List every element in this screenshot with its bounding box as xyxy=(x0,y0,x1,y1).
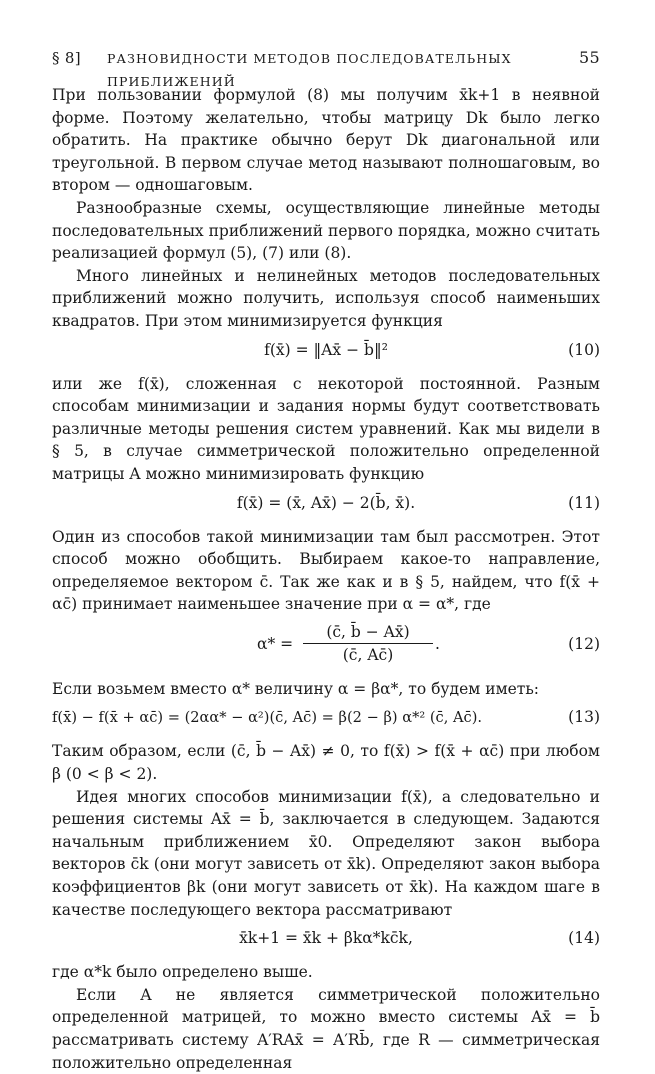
paragraph-4: или же f(x̄), сложенная с некоторой постоянной. Разным способам минимизации и задания нормы будут соответствовать различные методы решения систем уравнений. Как мы видели в § 5, в случае симметрической положительно определенной матрицы A можно минимизировать функцию xyxy=(52,374,600,483)
paragraph-6: Если возьмем вместо α* величину α = βα*, то будем иметь: xyxy=(52,679,540,698)
formula-13-expression: f(x̄) − f(x̄ + αc̄) = (2αα* − α²)(c̄, Ac̄) = β(2 − β) α*² (c̄, Ac̄). xyxy=(52,709,483,727)
formula-10-expression: f(x̄) = ‖Ax̄ − b̄‖² xyxy=(264,340,388,359)
paragraph-1: При пользовании формулой (8) мы получим x̄k+1 в неявной форме. Поэтому желательно, чтобы матрицу Dk было легко обратить. На практике обычно берут Dk диагональной или треугольной. В первом случае метод называют полношаговым, во втором — одношаговым. xyxy=(52,86,600,195)
paragraph-7: Таким образом, если (c̄, b̄ − Ax̄) ≠ 0, то f(x̄) > f(x̄ + αc̄) при любом β (0 < β < 2). xyxy=(52,742,600,784)
formula-12-period: . xyxy=(435,634,440,653)
paragraph-3: Много линейных и нелинейных методов последовательных приближений можно получить, используя способ наименьших квадратов. При этом минимизируется функция xyxy=(52,266,600,330)
formula-14-expression: x̄k+1 = x̄k + βkα*kc̄k, xyxy=(239,929,413,948)
paragraph-9: где α*k было определено выше. xyxy=(52,963,313,982)
paragraph-5: Один из способов такой минимизации там был рассмотрен. Этот способ можно обобщить. Выбираем какое-то направление, определяемое вектором c̄. Так же как и в § 5, найдем, что f(x̄ + αc̄) принимает наименьшее значение при α = α*, где xyxy=(52,527,600,614)
page-number: 55 xyxy=(579,48,600,67)
formula-10 xyxy=(52,339,600,367)
formula-11-number: (11) xyxy=(568,493,600,512)
running-title: РАЗНОВИДНОСТИ МЕТОДОВ ПОСЛЕДОВАТЕЛЬНЫХ ПРИБЛИЖЕНИЙ xyxy=(107,51,512,89)
section-marker: § 8] xyxy=(52,49,81,67)
paragraph-8: Идея многих способов минимизации f(x̄), а следовательно и решения системы Ax̄ = b̄, заключается в следующем. Задаются начальным приближением x̄0. Определяют закон выбора векторов c̄k (они могут зависеть от x̄k). Определяют закон выбора коэффициентов βk (они могут зависеть от x̄k). На каждом шаге в качестве последующего вектора рассматривают xyxy=(52,787,600,919)
formula-12-denominator: (c̄, Ac̄) xyxy=(342,645,394,664)
formula-12 xyxy=(52,622,600,672)
formula-14 xyxy=(52,927,600,955)
formula-12-lhs: α* = xyxy=(257,634,294,653)
formula-10-number: (10) xyxy=(568,340,600,359)
paragraph-10: Если A не является симметрической положительно определенной матрицей, то можно вместо системы Ax̄ = b̄ рассматривать систему A′RAx̄ = A′Rb̄, где R — симметрическая положительно определенная xyxy=(52,985,600,1072)
formula-14-number: (14) xyxy=(568,929,600,948)
formula-12-numerator: (c̄, b̄ − Ax̄) xyxy=(303,622,433,644)
formula-11 xyxy=(52,492,600,520)
running-header xyxy=(52,47,600,89)
formula-13-number: (13) xyxy=(568,708,600,727)
formula-11-expression: f(x̄) = (x̄, Ax̄) − 2(b̄, x̄). xyxy=(236,493,416,512)
page-body xyxy=(52,84,600,1074)
formula-12-fraction xyxy=(303,622,433,666)
formula-12-number: (12) xyxy=(568,634,600,653)
paragraph-2: Разнообразные схемы, осуществляющие линейные методы последовательных приближений первого порядка, можно считать реализацией формул (5), (7) или (8). xyxy=(52,198,600,263)
formula-13 xyxy=(52,706,600,734)
